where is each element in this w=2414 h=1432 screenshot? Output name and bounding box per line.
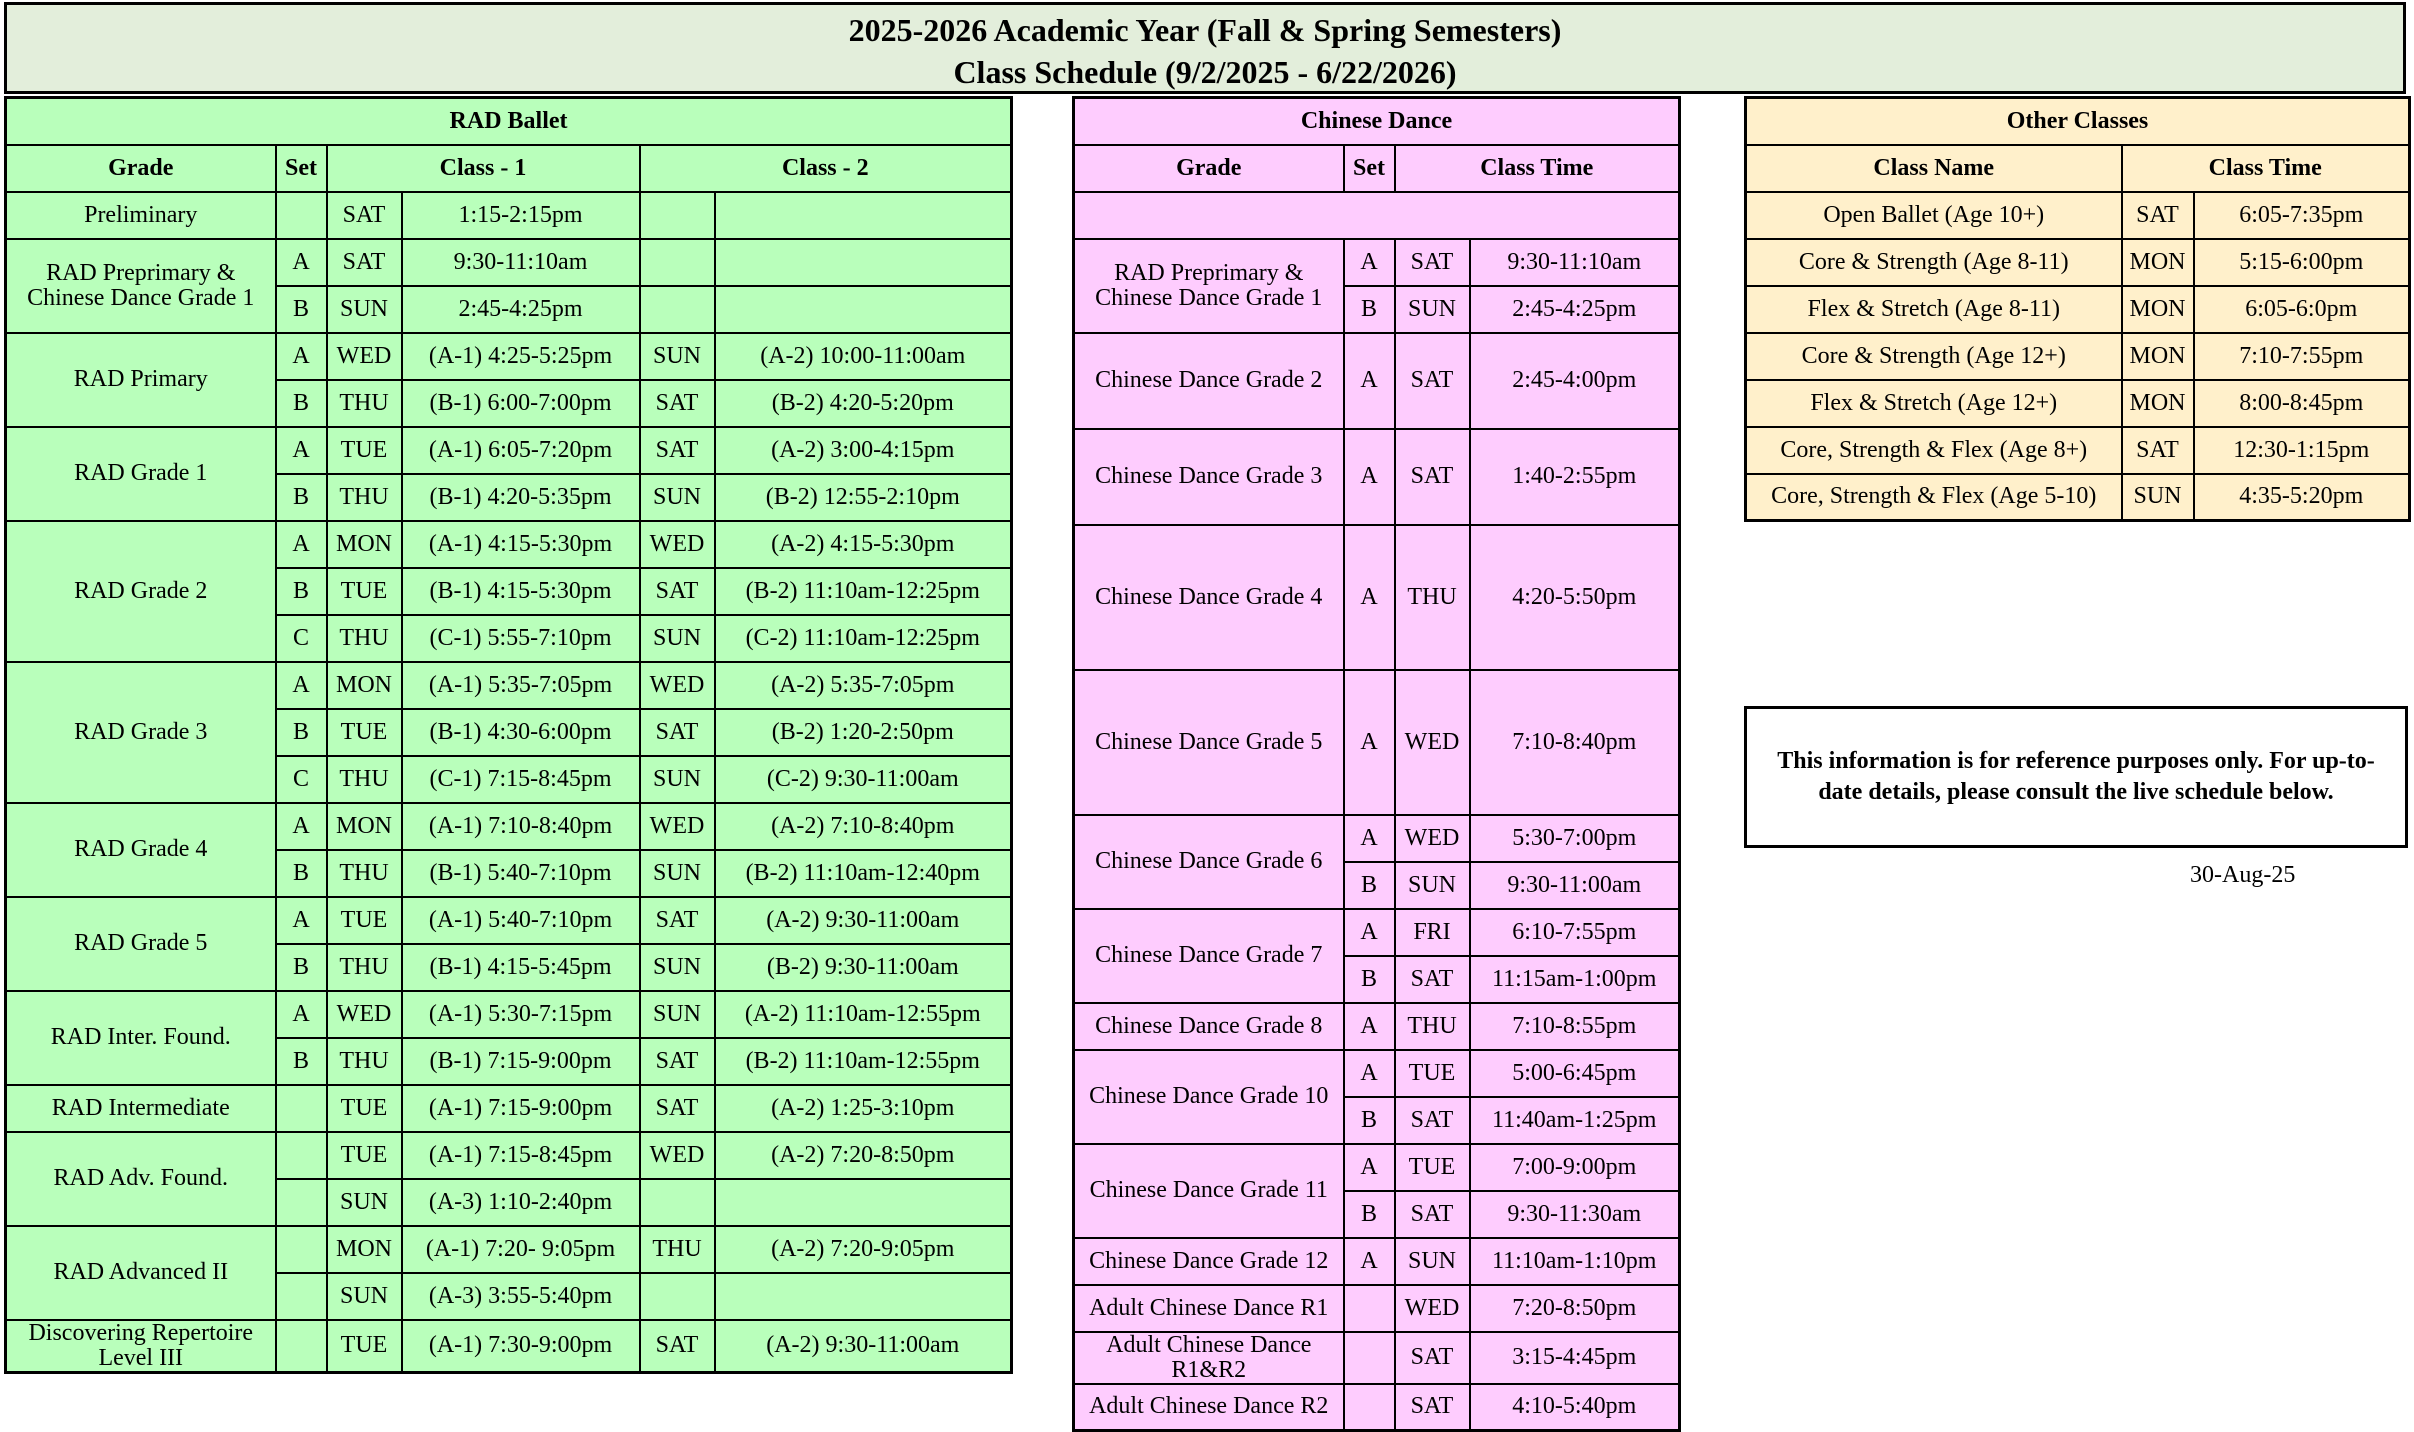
- other-col-name: Class Name: [1746, 145, 2122, 192]
- other-time: 6:05-6:0pm: [2194, 286, 2410, 333]
- ballet-set: A: [276, 521, 327, 568]
- table-row: [1746, 333, 2410, 380]
- chinese-set: [1344, 1285, 1395, 1332]
- ballet-day-2: WED: [640, 803, 715, 850]
- chinese-day: SAT: [1395, 956, 1470, 1003]
- ballet-time-1: (A-1) 4:15-5:30pm: [402, 521, 640, 568]
- ballet-time-1: (B-1) 4:15-5:30pm: [402, 568, 640, 615]
- ballet-time-2: (A-2) 10:00-11:00am: [715, 333, 1012, 380]
- chinese-grade: Chinese Dance Grade 7: [1074, 909, 1344, 1003]
- ballet-col-class1: Class - 1: [327, 145, 640, 192]
- chinese-day: SUN: [1395, 862, 1470, 909]
- ballet-day-1: SUN: [327, 1273, 402, 1320]
- chinese-day: TUE: [1395, 1144, 1470, 1191]
- chinese-time: 11:10am-1:10pm: [1470, 1238, 1680, 1285]
- ballet-time-1: (A-3) 3:55-5:40pm: [402, 1273, 640, 1320]
- chinese-day: WED: [1395, 815, 1470, 862]
- chinese-time: 3:15-4:45pm: [1470, 1332, 1680, 1384]
- ballet-day-1: TUE: [327, 1132, 402, 1179]
- ballet-day-1: WED: [327, 991, 402, 1038]
- ballet-time-1: (A-1) 7:10-8:40pm: [402, 803, 640, 850]
- chinese-day: THU: [1395, 1003, 1470, 1050]
- ballet-day-2: [640, 192, 715, 239]
- table-row: [6, 1226, 1012, 1273]
- ballet-day-2: SAT: [640, 709, 715, 756]
- ballet-grade: RAD Advanced II: [6, 1226, 276, 1320]
- ballet-day-2: WED: [640, 1132, 715, 1179]
- other-time: 12:30-1:15pm: [2194, 427, 2410, 474]
- ballet-time-1: (B-1) 4:15-5:45pm: [402, 944, 640, 991]
- ballet-day-2: [640, 286, 715, 333]
- other-col-time: Class Time: [2122, 145, 2410, 192]
- other-class-name: Core, Strength & Flex (Age 5-10): [1746, 474, 2122, 521]
- chinese-grade: Chinese Dance Grade 2: [1074, 333, 1344, 429]
- ballet-col-set: Set: [276, 145, 327, 192]
- chinese-set: A: [1344, 815, 1395, 862]
- chinese-time: 6:10-7:55pm: [1470, 909, 1680, 956]
- chinese-set: B: [1344, 286, 1395, 333]
- table-row: [1074, 1384, 1680, 1431]
- ballet-time-2: [715, 286, 1012, 333]
- ballet-set: B: [276, 286, 327, 333]
- ballet-time-1: 9:30-11:10am: [402, 239, 640, 286]
- table-row: [1074, 670, 1680, 815]
- ballet-time-1: 2:45-4:25pm: [402, 286, 640, 333]
- ballet-time-1: 1:15-2:15pm: [402, 192, 640, 239]
- ballet-time-1: (B-1) 5:40-7:10pm: [402, 850, 640, 897]
- ballet-set: [276, 1085, 327, 1132]
- ballet-time-1: (A-1) 5:35-7:05pm: [402, 662, 640, 709]
- ballet-time-1: (C-1) 5:55-7:10pm: [402, 615, 640, 662]
- ballet-set: [276, 1179, 327, 1226]
- chinese-day: SUN: [1395, 1238, 1470, 1285]
- chinese-day: THU: [1395, 525, 1470, 670]
- chinese-time: 5:00-6:45pm: [1470, 1050, 1680, 1097]
- ballet-day-1: WED: [327, 333, 402, 380]
- ballet-day-1: TUE: [327, 1320, 402, 1373]
- ballet-set: [276, 1226, 327, 1273]
- chinese-set: A: [1344, 1238, 1395, 1285]
- ballet-time-1: (B-1) 4:30-6:00pm: [402, 709, 640, 756]
- ballet-grade: RAD Grade 1: [6, 427, 276, 521]
- table-row: [1074, 815, 1680, 862]
- chinese-grade: Chinese Dance Grade 11: [1074, 1144, 1344, 1238]
- chinese-col-grade: Grade: [1074, 145, 1344, 192]
- ballet-day-2: SAT: [640, 380, 715, 427]
- ballet-day-2: [640, 239, 715, 286]
- chinese-time: 4:20-5:50pm: [1470, 525, 1680, 670]
- other-time: 4:35-5:20pm: [2194, 474, 2410, 521]
- ballet-day-1: SAT: [327, 239, 402, 286]
- other-class-name: Core & Strength (Age 12+): [1746, 333, 2122, 380]
- ballet-day-2: SUN: [640, 756, 715, 803]
- chinese-set: [1344, 1332, 1395, 1384]
- ballet-time-1: (C-1) 7:15-8:45pm: [402, 756, 640, 803]
- ballet-time-2: (C-2) 11:10am-12:25pm: [715, 615, 1012, 662]
- chinese-time: 7:10-8:40pm: [1470, 670, 1680, 815]
- ballet-set: A: [276, 427, 327, 474]
- ballet-heading: RAD Ballet: [6, 98, 1012, 145]
- table-row: [1074, 1144, 1680, 1191]
- ballet-time-1: (B-1) 4:20-5:35pm: [402, 474, 640, 521]
- ballet-set: [276, 192, 327, 239]
- other-day: MON: [2122, 239, 2194, 286]
- chinese-day: SUN: [1395, 286, 1470, 333]
- ballet-day-1: SUN: [327, 286, 402, 333]
- table-row: [6, 1085, 1012, 1132]
- chinese-day: TUE: [1395, 1050, 1470, 1097]
- ballet-time-1: (A-3) 1:10-2:40pm: [402, 1179, 640, 1226]
- ballet-time-2: (A-2) 1:25-3:10pm: [715, 1085, 1012, 1132]
- ballet-set: C: [276, 615, 327, 662]
- ballet-set: [276, 1273, 327, 1320]
- other-day: SAT: [2122, 427, 2194, 474]
- other-class-name: Core & Strength (Age 8-11): [1746, 239, 2122, 286]
- ballet-day-1: TUE: [327, 1085, 402, 1132]
- ballet-day-2: [640, 1273, 715, 1320]
- table-row: [1746, 192, 2410, 239]
- ballet-set: [276, 1132, 327, 1179]
- ballet-grade: RAD Grade 2: [6, 521, 276, 662]
- ballet-time-2: [715, 1273, 1012, 1320]
- table-row: [6, 803, 1012, 850]
- chinese-time: 9:30-11:10am: [1470, 239, 1680, 286]
- ballet-set: A: [276, 662, 327, 709]
- ballet-grade: RAD Grade 4: [6, 803, 276, 897]
- chinese-time: 5:30-7:00pm: [1470, 815, 1680, 862]
- ballet-set: A: [276, 239, 327, 286]
- chinese-day: SAT: [1395, 333, 1470, 429]
- ballet-grade: RAD Primary: [6, 333, 276, 427]
- chinese-time: 7:00-9:00pm: [1470, 1144, 1680, 1191]
- ballet-grade: Preliminary: [6, 192, 276, 239]
- chinese-set: A: [1344, 333, 1395, 429]
- other-class-name: Flex & Stretch (Age 12+): [1746, 380, 2122, 427]
- ballet-time-1: (A-1) 7:20- 9:05pm: [402, 1226, 640, 1273]
- ballet-day-1: TUE: [327, 568, 402, 615]
- ballet-day-1: THU: [327, 944, 402, 991]
- ballet-day-2: SAT: [640, 1320, 715, 1373]
- ballet-time-1: (A-1) 5:40-7:10pm: [402, 897, 640, 944]
- ballet-time-2: [715, 239, 1012, 286]
- chinese-grade: Chinese Dance Grade 4: [1074, 525, 1344, 670]
- ballet-set: A: [276, 897, 327, 944]
- ballet-time-2: (A-2) 5:35-7:05pm: [715, 662, 1012, 709]
- table-row: [6, 521, 1012, 568]
- other-time: 6:05-7:35pm: [2194, 192, 2410, 239]
- other-day: SUN: [2122, 474, 2194, 521]
- other-classes-table: [1744, 96, 2411, 522]
- ballet-time-1: (A-1) 5:30-7:15pm: [402, 991, 640, 1038]
- ballet-time-2: (A-2) 11:10am-12:55pm: [715, 991, 1012, 1038]
- ballet-day-2: SAT: [640, 1038, 715, 1085]
- ballet-time-2: (C-2) 9:30-11:00am: [715, 756, 1012, 803]
- chinese-time: 7:10-8:55pm: [1470, 1003, 1680, 1050]
- title-line-2: Class Schedule (9/2/2025 - 6/22/2026): [953, 54, 1457, 90]
- ballet-time-2: (B-2) 4:20-5:20pm: [715, 380, 1012, 427]
- ballet-set: B: [276, 380, 327, 427]
- table-row: [1074, 1332, 1680, 1384]
- table-row: [6, 1320, 1012, 1373]
- ballet-time-2: (A-2) 9:30-11:00am: [715, 897, 1012, 944]
- table-row: [1746, 380, 2410, 427]
- ballet-set: B: [276, 944, 327, 991]
- chinese-set: A: [1344, 525, 1395, 670]
- ballet-set: A: [276, 803, 327, 850]
- table-row: [6, 662, 1012, 709]
- chinese-grade: Chinese Dance Grade 5: [1074, 670, 1344, 815]
- ballet-day-1: MON: [327, 1226, 402, 1273]
- ballet-day-2: SUN: [640, 333, 715, 380]
- ballet-time-1: (B-1) 7:15-9:00pm: [402, 1038, 640, 1085]
- other-day: MON: [2122, 286, 2194, 333]
- ballet-day-1: THU: [327, 756, 402, 803]
- ballet-grade: RAD Grade 5: [6, 897, 276, 991]
- other-day: MON: [2122, 333, 2194, 380]
- chinese-grade: Chinese Dance Grade 12: [1074, 1238, 1344, 1285]
- title-line-1: 2025-2026 Academic Year (Fall & Spring Semesters): [848, 12, 1562, 48]
- chinese-set: A: [1344, 1003, 1395, 1050]
- table-row: [1074, 909, 1680, 956]
- ballet-time-2: (A-2) 3:00-4:15pm: [715, 427, 1012, 474]
- chinese-dance-table: [1072, 96, 1681, 1432]
- ballet-time-2: (B-2) 9:30-11:00am: [715, 944, 1012, 991]
- ballet-time-1: (B-1) 6:00-7:00pm: [402, 380, 640, 427]
- chinese-set: B: [1344, 1191, 1395, 1238]
- ballet-set: A: [276, 991, 327, 1038]
- other-time: 8:00-8:45pm: [2194, 380, 2410, 427]
- chinese-grade: Adult Chinese Dance R1: [1074, 1285, 1344, 1332]
- ballet-day-1: THU: [327, 615, 402, 662]
- chinese-set: B: [1344, 1097, 1395, 1144]
- chinese-heading: Chinese Dance: [1074, 98, 1680, 145]
- chinese-grade: Chinese Dance Grade 6: [1074, 815, 1344, 909]
- ballet-set: B: [276, 709, 327, 756]
- chinese-grade: RAD Preprimary & Chinese Dance Grade 1: [1074, 239, 1344, 333]
- ballet-grade: RAD Preprimary & Chinese Dance Grade 1: [6, 239, 276, 333]
- table-row: [6, 897, 1012, 944]
- ballet-day-2: SUN: [640, 474, 715, 521]
- table-row: [1074, 1285, 1680, 1332]
- ballet-time-2: (A-2) 7:10-8:40pm: [715, 803, 1012, 850]
- ballet-grade: RAD Adv. Found.: [6, 1132, 276, 1226]
- ballet-set: B: [276, 474, 327, 521]
- ballet-day-2: THU: [640, 1226, 715, 1273]
- chinese-grade: Chinese Dance Grade 8: [1074, 1003, 1344, 1050]
- ballet-day-2: SUN: [640, 944, 715, 991]
- chinese-time: 9:30-11:00am: [1470, 862, 1680, 909]
- chinese-day: SAT: [1395, 1384, 1470, 1431]
- ballet-col-class2: Class - 2: [640, 145, 1012, 192]
- chinese-day: WED: [1395, 1285, 1470, 1332]
- table-row: [1746, 474, 2410, 521]
- chinese-day: SAT: [1395, 429, 1470, 525]
- schedule-title: [4, 2, 2406, 94]
- update-date: 30-Aug-25: [2190, 862, 2296, 888]
- ballet-time-2: (B-2) 11:10am-12:40pm: [715, 850, 1012, 897]
- ballet-time-2: (B-2) 12:55-2:10pm: [715, 474, 1012, 521]
- ballet-set: B: [276, 850, 327, 897]
- ballet-grade: Discovering Repertoire Level III: [6, 1320, 276, 1373]
- ballet-day-2: SAT: [640, 897, 715, 944]
- table-row: [6, 192, 1012, 239]
- ballet-time-2: (B-2) 1:20-2:50pm: [715, 709, 1012, 756]
- table-row: [1746, 427, 2410, 474]
- table-row: [6, 991, 1012, 1038]
- other-day: MON: [2122, 380, 2194, 427]
- table-row: [1074, 1238, 1680, 1285]
- ballet-day-2: WED: [640, 662, 715, 709]
- ballet-day-1: MON: [327, 662, 402, 709]
- chinese-col-time: Class Time: [1395, 145, 1680, 192]
- ballet-col-grade: Grade: [6, 145, 276, 192]
- other-time: 7:10-7:55pm: [2194, 333, 2410, 380]
- ballet-time-2: (A-2) 7:20-8:50pm: [715, 1132, 1012, 1179]
- ballet-day-2: WED: [640, 521, 715, 568]
- chinese-day: SAT: [1395, 1097, 1470, 1144]
- ballet-time-1: (A-1) 7:15-9:00pm: [402, 1085, 640, 1132]
- chinese-set: A: [1344, 1144, 1395, 1191]
- reference-note: This information is for reference purposes only. For up-to-date details, please consult the live schedule below.: [1744, 706, 2408, 848]
- chinese-time: 1:40-2:55pm: [1470, 429, 1680, 525]
- chinese-day: WED: [1395, 670, 1470, 815]
- ballet-time-1: (A-1) 6:05-7:20pm: [402, 427, 640, 474]
- ballet-day-1: SUN: [327, 1179, 402, 1226]
- ballet-day-1: MON: [327, 803, 402, 850]
- table-row: [1074, 192, 1680, 239]
- ballet-day-1: THU: [327, 1038, 402, 1085]
- ballet-time-2: [715, 1179, 1012, 1226]
- ballet-time-2: (A-2) 9:30-11:00am: [715, 1320, 1012, 1373]
- ballet-grade: RAD Intermediate: [6, 1085, 276, 1132]
- table-row: [1074, 429, 1680, 525]
- chinese-time: 2:45-4:00pm: [1470, 333, 1680, 429]
- table-row: [6, 427, 1012, 474]
- ballet-day-1: THU: [327, 380, 402, 427]
- ballet-day-1: MON: [327, 521, 402, 568]
- chinese-time: 11:15am-1:00pm: [1470, 956, 1680, 1003]
- chinese-time: 7:20-8:50pm: [1470, 1285, 1680, 1332]
- ballet-day-1: THU: [327, 850, 402, 897]
- ballet-grade: RAD Inter. Found.: [6, 991, 276, 1085]
- ballet-day-2: SAT: [640, 568, 715, 615]
- ballet-day-1: THU: [327, 474, 402, 521]
- ballet-set: C: [276, 756, 327, 803]
- table-row: [1074, 525, 1680, 670]
- ballet-day-1: SAT: [327, 192, 402, 239]
- other-heading: Other Classes: [1746, 98, 2410, 145]
- table-row: [1074, 1050, 1680, 1097]
- table-row: [6, 1132, 1012, 1179]
- chinese-set: [1344, 1384, 1395, 1431]
- ballet-day-1: TUE: [327, 427, 402, 474]
- ballet-time-2: (B-2) 11:10am-12:25pm: [715, 568, 1012, 615]
- chinese-day: FRI: [1395, 909, 1470, 956]
- ballet-day-2: SUN: [640, 991, 715, 1038]
- chinese-set: A: [1344, 1050, 1395, 1097]
- ballet-day-2: SAT: [640, 1085, 715, 1132]
- ballet-time-2: (B-2) 11:10am-12:55pm: [715, 1038, 1012, 1085]
- ballet-grade: RAD Grade 3: [6, 662, 276, 803]
- ballet-day-1: TUE: [327, 897, 402, 944]
- table-row: [1746, 286, 2410, 333]
- rad-ballet-table: [4, 96, 1013, 1374]
- ballet-day-2: SUN: [640, 615, 715, 662]
- chinese-col-set: Set: [1344, 145, 1395, 192]
- chinese-grade: Adult Chinese Dance R1&R2: [1074, 1332, 1344, 1384]
- chinese-set: B: [1344, 862, 1395, 909]
- chinese-grade: Adult Chinese Dance R2: [1074, 1384, 1344, 1431]
- table-row: [6, 239, 1012, 286]
- ballet-time-1: (A-1) 7:15-8:45pm: [402, 1132, 640, 1179]
- chinese-set: A: [1344, 909, 1395, 956]
- ballet-day-2: [640, 1179, 715, 1226]
- ballet-time-1: (A-1) 4:25-5:25pm: [402, 333, 640, 380]
- ballet-time-2: (A-2) 7:20-9:05pm: [715, 1226, 1012, 1273]
- table-row: [1074, 1003, 1680, 1050]
- chinese-set: A: [1344, 670, 1395, 815]
- ballet-set: B: [276, 1038, 327, 1085]
- ballet-day-2: SUN: [640, 850, 715, 897]
- ballet-day-2: SAT: [640, 427, 715, 474]
- chinese-time: 4:10-5:40pm: [1470, 1384, 1680, 1431]
- other-class-name: Core, Strength & Flex (Age 8+): [1746, 427, 2122, 474]
- ballet-day-1: TUE: [327, 709, 402, 756]
- chinese-grade: Chinese Dance Grade 3: [1074, 429, 1344, 525]
- other-time: 5:15-6:00pm: [2194, 239, 2410, 286]
- chinese-time: 2:45-4:25pm: [1470, 286, 1680, 333]
- table-row: [6, 333, 1012, 380]
- ballet-set: A: [276, 333, 327, 380]
- chinese-blank-row: [1074, 192, 1680, 239]
- chinese-day: SAT: [1395, 1332, 1470, 1384]
- ballet-time-2: [715, 192, 1012, 239]
- other-class-name: Flex & Stretch (Age 8-11): [1746, 286, 2122, 333]
- ballet-set: B: [276, 568, 327, 615]
- table-row: [1746, 239, 2410, 286]
- chinese-grade: Chinese Dance Grade 10: [1074, 1050, 1344, 1144]
- chinese-set: A: [1344, 429, 1395, 525]
- chinese-set: B: [1344, 956, 1395, 1003]
- chinese-day: SAT: [1395, 1191, 1470, 1238]
- chinese-time: 9:30-11:30am: [1470, 1191, 1680, 1238]
- other-day: SAT: [2122, 192, 2194, 239]
- ballet-time-1: (A-1) 7:30-9:00pm: [402, 1320, 640, 1373]
- table-row: [1074, 333, 1680, 429]
- chinese-set: A: [1344, 239, 1395, 286]
- chinese-day: SAT: [1395, 239, 1470, 286]
- table-row: [1074, 239, 1680, 286]
- ballet-time-2: (A-2) 4:15-5:30pm: [715, 521, 1012, 568]
- ballet-set: [276, 1320, 327, 1373]
- other-class-name: Open Ballet (Age 10+): [1746, 192, 2122, 239]
- chinese-time: 11:40am-1:25pm: [1470, 1097, 1680, 1144]
